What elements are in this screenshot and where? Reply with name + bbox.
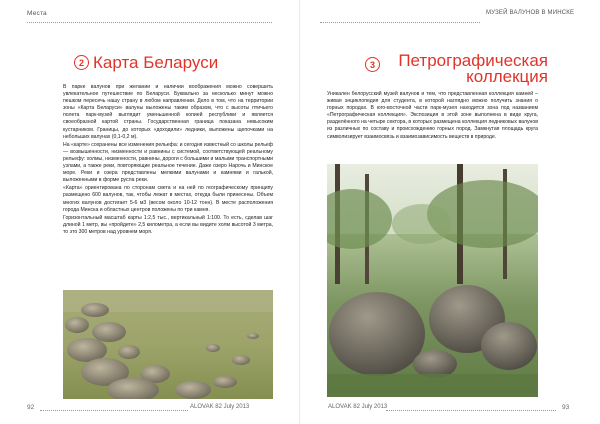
- article-title-line1: Петрографическая: [398, 51, 548, 70]
- boulders-on-grass-image: [63, 290, 273, 399]
- header-divider: [320, 22, 480, 23]
- section-number-badge: 3: [365, 57, 380, 72]
- header-divider: [27, 22, 272, 23]
- section-number-badge: 2: [74, 55, 89, 70]
- page-number: 92: [27, 404, 35, 411]
- boulders-photo: [63, 290, 273, 399]
- page-number: 93: [562, 404, 570, 411]
- section-header: Места: [27, 10, 47, 17]
- footer-divider: [40, 410, 188, 411]
- body-paragraph: Горизонтальный масштаб карты 1:2,5 тыс., вертикальный 1:100. То есть, сделав шаг длиной 1 метр, вы «пройдете» 2,5 километра, а если вы видите холм высотой 3 метра, то это 300 метров над уровнем моря.: [63, 214, 273, 235]
- magazine-footer: ALOVAK 82 July 2013: [190, 404, 250, 410]
- article-title-line2: коллекция: [466, 67, 548, 86]
- body-paragraph: В парке валунов при желании и наличии воображения можно совершить увлекательное путешествие по Беларуси. Буквально за несколько минут можно пешком пересечь нашу страну в любом направлении. Дело в том, что на территории зоны «Карта Беларуси» валуны выложены таким образом, что с высоты птичьего полета парк-музей выглядит уменьшенной копией республики и является своеобразной картой страны. Государственная граница показана невысоким кустарником. Границы, до которых «доходили» ледники, выложены щепочками на небольших валунах (0,1-0,2 м).: [63, 84, 273, 140]
- body-paragraph: «Карта» ориентирована по сторонам света и на ней по географическому принципу размещено 600 валунов, так, чтобы лежат в местах, откуда были принесены. Объем многих валунов достигает 5-6 м3 (весом около 10-12 тонн). В месте расположения города Минска и областных центров положены по три камня.: [63, 185, 273, 213]
- large-boulders-among-trees-image: [327, 164, 538, 397]
- body-paragraph: Уникален белорусский музей валунов и тем, что представленная коллекция камней – живая энциклопедия для студента, в которой наглядно можно получить знания о горных породах. В юго-восточной части парк-музея находится зона под названием «Петрографическая коллекция». Экспозиция в этой зоне выполнена в виде круга, разделённого на четыре сектора, в которых размещена коллекция ледниковых валунов из различных по составу и происхождению горных пород. Замкнутая площадь круга символизирует взаимосвязь и взаимозависимость веществ в природе.: [327, 91, 538, 140]
- magazine-footer: ALOVAK 82 July 2013: [328, 404, 388, 410]
- section-header: МУЗЕЙ ВАЛУНОВ В МИНСКЕ: [486, 10, 575, 16]
- article-body: [63, 84, 273, 237]
- footer-divider: [386, 410, 556, 411]
- boulders-trees-photo: [327, 164, 538, 397]
- right-page: [300, 0, 600, 424]
- article-title: Карта Беларуси: [93, 53, 219, 72]
- article-body: [327, 91, 538, 142]
- body-paragraph: На «карте» сохранены все изменения рельефа: и сегодня известный со школы рельеф — возвышенности, низменности и равнины с системой, соответствующей реальному рельефу: холмы, низменности, равнины, дороги с большими и малыми транспортными узлами, а также реки, повторяющие реальное течение. Даже озеро Нарочь и Минское море. Реки и озера представлены мелкими валунами и камнями и галькой, выложенными в форме русла реки.: [63, 141, 273, 184]
